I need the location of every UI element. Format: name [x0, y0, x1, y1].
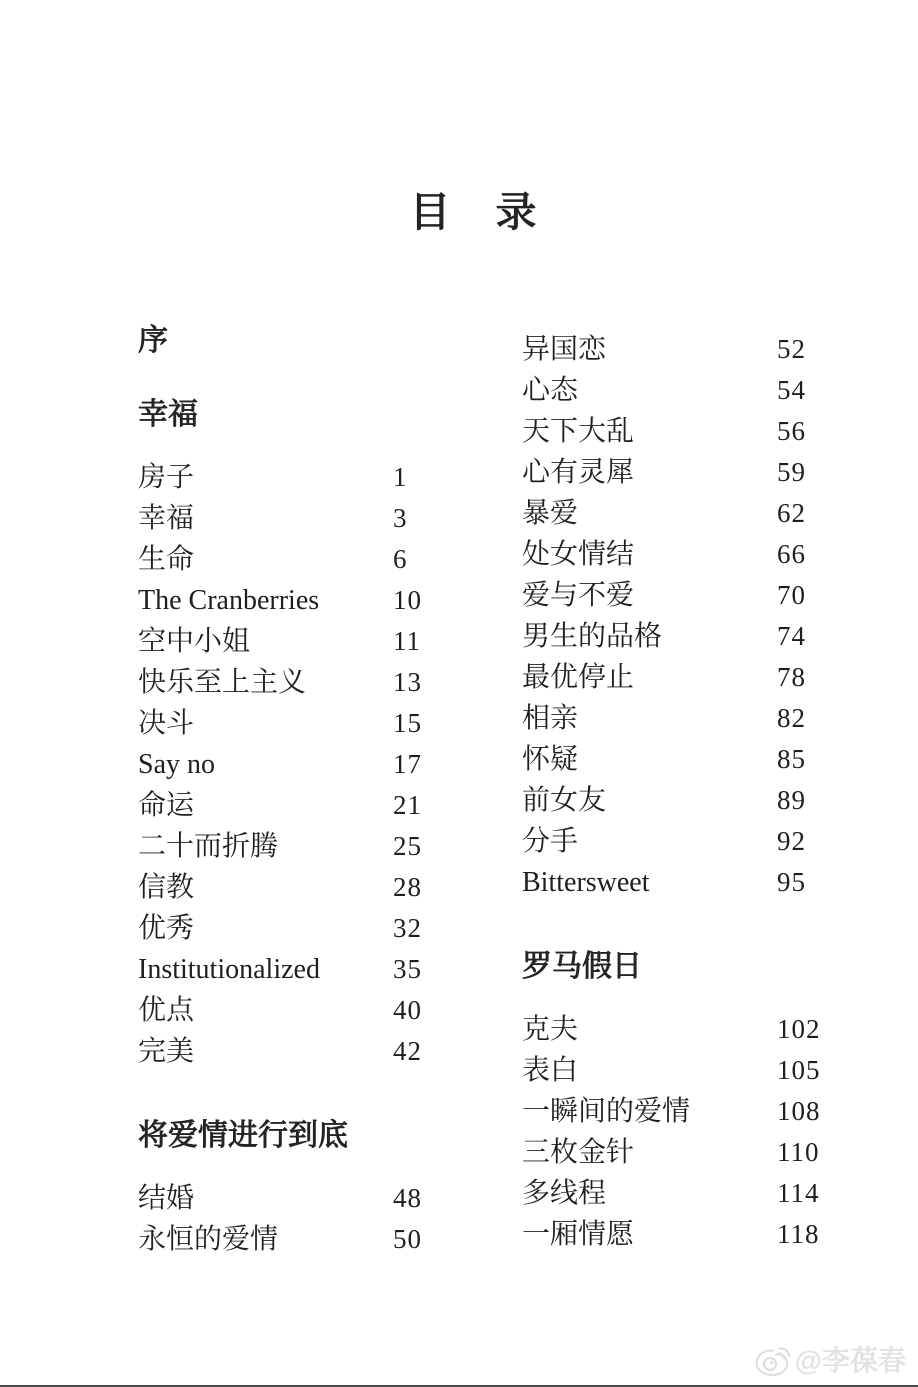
section-heading: 序: [138, 324, 168, 357]
toc-entry-page: 89: [777, 785, 806, 815]
toc-entry-title: 生命: [138, 544, 195, 575]
toc-entry-title: 克夫: [522, 1014, 579, 1045]
toc-entry-page: 21: [393, 790, 422, 820]
toc-entry: [522, 616, 822, 657]
toc-entry-page: 108: [777, 1096, 821, 1126]
toc-entry-page: 102: [777, 1014, 821, 1044]
toc-entry-title: 二十而折腾: [138, 831, 279, 862]
toc-entry: [138, 867, 438, 908]
toc-entry: [138, 949, 438, 990]
toc-entry-page: 105: [777, 1055, 821, 1085]
toc-entry: [138, 908, 438, 949]
toc-entry-title: 处女情结: [522, 539, 635, 570]
toc-entry-title: 暴爱: [522, 498, 579, 529]
toc-entry-page: 10: [393, 585, 422, 615]
toc-entry-title: 三枚金针: [522, 1137, 635, 1168]
toc-entry: [522, 657, 822, 698]
toc-entry-title: 命运: [138, 790, 195, 821]
toc-entry: [138, 744, 438, 785]
watermark: [752, 1338, 906, 1380]
section-heading: 将爱情进行到底: [138, 1119, 348, 1152]
toc-entry: [522, 1091, 822, 1132]
toc-entry: [138, 457, 438, 498]
toc-entry: [522, 411, 822, 452]
toc-entry-page: 56: [777, 416, 806, 446]
toc-entry-title: 决斗: [138, 708, 195, 739]
toc-entry-title: 信教: [138, 872, 195, 903]
toc-entry: [138, 785, 438, 826]
toc-entry: [138, 580, 438, 621]
toc-entry-page: 66: [777, 539, 806, 569]
toc-entry-page: 15: [393, 708, 422, 738]
toc-entry-title: The Cranberries: [138, 585, 320, 616]
toc-entry-page: 54: [777, 375, 806, 405]
toc-entry: [138, 498, 438, 539]
toc-entry-title: 快乐至上主义: [138, 667, 307, 698]
toc-entry-page: 28: [393, 872, 422, 902]
toc-entry-page: 82: [777, 703, 806, 733]
toc-entry-title: 心有灵犀: [522, 457, 635, 488]
toc-entry: [522, 575, 822, 616]
toc-entry: [522, 452, 822, 493]
toc-entry: [522, 370, 822, 411]
toc-right-column: [522, 329, 822, 1255]
toc-entry-page: 6: [393, 544, 408, 574]
toc-entry-title: 优秀: [138, 913, 195, 944]
toc-entry-page: 74: [777, 621, 806, 651]
toc-entry-page: 35: [393, 954, 422, 984]
section-heading: 罗马假日: [522, 950, 642, 983]
watermark-handle: @李葆春: [794, 1345, 906, 1376]
toc-entry-page: 32: [393, 913, 422, 943]
toc-entry-page: 114: [777, 1178, 820, 1208]
toc-entry: [138, 539, 438, 580]
toc-entry-page: 92: [777, 826, 806, 856]
toc-entry: [138, 703, 438, 744]
toc-entry-page: 70: [777, 580, 806, 610]
toc-entry-title: 最优停止: [522, 662, 635, 693]
toc-entry-title: Bittersweet: [522, 867, 650, 898]
toc-entry: [522, 821, 822, 862]
toc-entry-page: 17: [393, 749, 422, 779]
weibo-icon: [752, 1338, 794, 1380]
toc-entry: [138, 621, 438, 662]
toc-entry-title: 完美: [138, 1036, 195, 1067]
page-title: 目 录: [409, 189, 539, 235]
toc-entry-page: 50: [393, 1224, 422, 1254]
toc-entry-page: 48: [393, 1183, 422, 1213]
toc-entry: [522, 698, 822, 739]
toc-entry-page: 42: [393, 1036, 422, 1066]
section-heading: 幸福: [138, 398, 198, 431]
toc-entry-title: 相亲: [522, 703, 579, 734]
toc-entry-page: 85: [777, 744, 806, 774]
toc-entry: [522, 1050, 822, 1091]
toc-entry: [522, 493, 822, 534]
toc-entry-page: 95: [777, 867, 806, 897]
toc-entry: [138, 662, 438, 703]
toc-entry-page: 59: [777, 457, 806, 487]
toc-entry-title: 空中小姐: [138, 626, 251, 657]
toc-entry: [522, 1132, 822, 1173]
toc-entry-page: 1: [393, 462, 408, 492]
toc-entry-title: 幸福: [138, 503, 195, 534]
toc-left-column: [138, 319, 438, 1260]
toc-entry: [522, 534, 822, 575]
toc-entry: [522, 1009, 822, 1050]
toc-entry-title: Institutionalized: [138, 954, 320, 985]
toc-entry-title: 分手: [522, 826, 579, 857]
toc-entry-title: 怀疑: [522, 744, 579, 775]
toc-entry: [138, 1178, 438, 1219]
toc-entry-title: 多线程: [522, 1178, 607, 1209]
toc-entry: [522, 1214, 822, 1255]
toc-entry-title: 异国恋: [522, 334, 607, 365]
toc-entry-title: 永恒的爱情: [138, 1224, 279, 1255]
toc-entry-page: 52: [777, 334, 806, 364]
toc-entry-title: 天下大乱: [522, 416, 635, 447]
toc-entry: [522, 780, 822, 821]
toc-entry-title: 优点: [138, 995, 195, 1026]
toc-entry-title: 一瞬间的爱情: [522, 1096, 691, 1127]
toc-entry: [138, 1031, 438, 1072]
toc-entry-title: Say no: [138, 749, 215, 780]
toc-entry: [138, 990, 438, 1031]
toc-entry: [138, 826, 438, 867]
toc-entry-page: 78: [777, 662, 806, 692]
toc-entry: [522, 739, 822, 780]
toc-entry-title: 爱与不爱: [522, 580, 635, 611]
toc-entry: [522, 329, 822, 370]
toc-entry-page: 118: [777, 1219, 820, 1249]
toc-entry-title: 一厢情愿: [522, 1219, 635, 1250]
toc-entry-title: 男生的品格: [522, 621, 663, 652]
toc-entry: [522, 1173, 822, 1214]
toc-entry-page: 40: [393, 995, 422, 1025]
toc-entry: [522, 862, 822, 903]
toc-entry-page: 13: [393, 667, 422, 697]
toc-entry-page: 3: [393, 503, 408, 533]
toc-entry-title: 心态: [522, 375, 579, 406]
toc-entry-page: 11: [393, 626, 421, 656]
toc-entry-page: 62: [777, 498, 806, 528]
toc-entry: [138, 1219, 438, 1260]
toc-entry-title: 结婚: [138, 1183, 195, 1214]
toc-entry-title: 表白: [522, 1055, 579, 1086]
toc-entry-page: 110: [777, 1137, 820, 1167]
toc-entry-page: 25: [393, 831, 422, 861]
toc-entry-title: 前女友: [522, 785, 607, 816]
toc-entry-title: 房子: [138, 462, 195, 493]
